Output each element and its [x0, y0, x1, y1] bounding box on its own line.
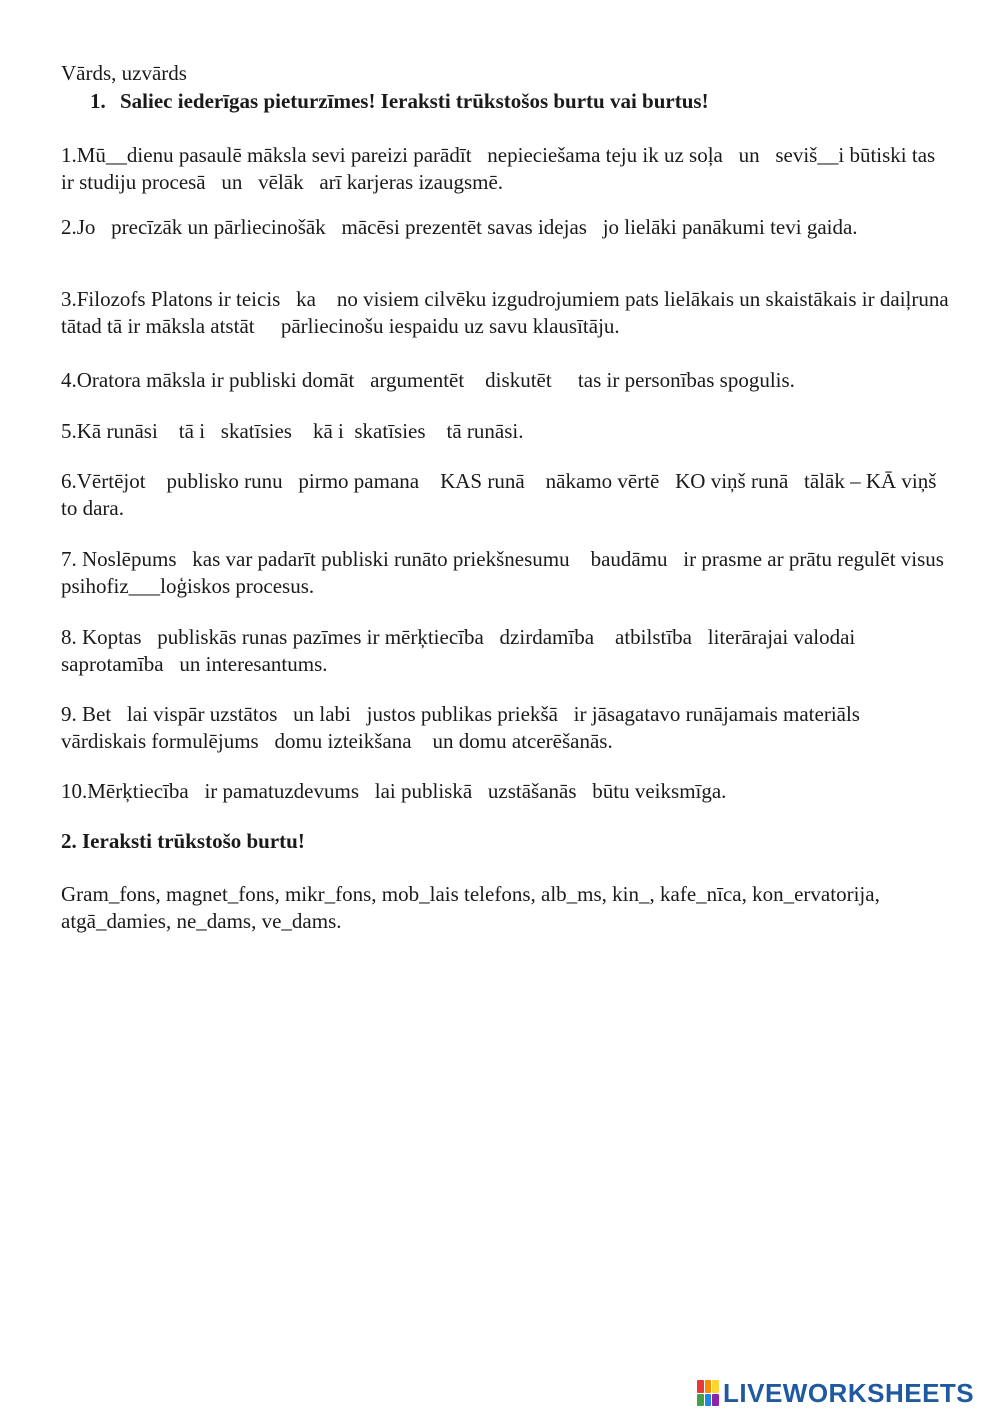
task1-heading	[90, 88, 709, 115]
name-line: Vārds, uzvārds	[61, 61, 187, 85]
sentence-3: 3.Filozofs Platons ir teicis ka no visiem cilvēku izgudrojumiem pats lielākais un skaistākais ir daiļruna tātad tā ir māksla atstāt pārliecinošu iespaidu uz savu klausītāju.	[61, 287, 981, 338]
sentence-9: 9. Bet lai vispār uzstātos un labi justos publikas priekšā ir jāsagatavo runājamais materiāls vārdiskais formulējums domu izteikšana un domu atcerēšanās.	[61, 702, 876, 753]
logo-mark-square	[705, 1394, 712, 1407]
task2-heading: 2. Ieraksti trūkstošo burtu!	[61, 829, 305, 853]
logo-mark-square	[697, 1380, 704, 1393]
sentence-2: 2.Jo precīzāk un pārliecinošāk mācēsi prezentēt savas idejas jo lielāki panākumi tevi gaida.	[61, 215, 858, 239]
logo-mark-square	[712, 1394, 719, 1407]
sentence-4: 4.Oratora māksla ir publiski domāt argumentēt diskutēt tas ir personības spogulis.	[61, 368, 795, 392]
sentence-10: 10.Mērķtiecība ir pamatuzdevums lai publiskā uzstāšanās būtu veiksmīga.	[61, 779, 727, 803]
sentence-7: 7. Noslēpums kas var padarīt publiski runāto priekšnesumu baudāmu ir prasme ar prātu regulēt visus psihofiz___loģiskos procesus.	[61, 547, 950, 598]
task1-number: 1.	[90, 89, 106, 113]
logo-mark-square	[697, 1394, 704, 1407]
sentence-6: 6.Vērtējot publisko runu pirmo pamana KAS runā nākamo vērtē KO viņš runā tālāk – KĀ viņš to dara.	[61, 469, 942, 520]
liveworksheets-logo	[697, 1378, 974, 1408]
logo-mark-icon	[697, 1380, 719, 1406]
logo-text: LIVEWORKSHEETS	[723, 1377, 975, 1408]
task2-word-list: Gram_fons, magnet_fons, mikr_fons, mob_lais telefons, alb_ms, kin_, kafe_nīca, kon_ervatorija, atgā_damies, ne_dams, ve_dams.	[61, 882, 880, 933]
sentence-8: 8. Koptas publiskās runas pazīmes ir mērķtiecība dzirdamība atbilstība literārajai valodai saprotamība un interesantums.	[61, 625, 872, 676]
sentence-1: 1.Mū__dienu pasaulē māksla sevi pareizi parādīt nepieciešama teju ik uz soļa un seviš__i būtiski tas ir studiju procesā un vēlāk arī karjeras izaugsmē.	[61, 143, 941, 194]
logo-mark-square	[712, 1380, 719, 1393]
logo-mark-square	[705, 1380, 712, 1393]
sentence-5: 5.Kā runāsi tā i skatīsies kā i skatīsies tā runāsi.	[61, 419, 524, 443]
task1-title: Saliec iederīgas pieturzīmes! Ieraksti trūkstošos burtu vai burtus!	[120, 89, 709, 113]
